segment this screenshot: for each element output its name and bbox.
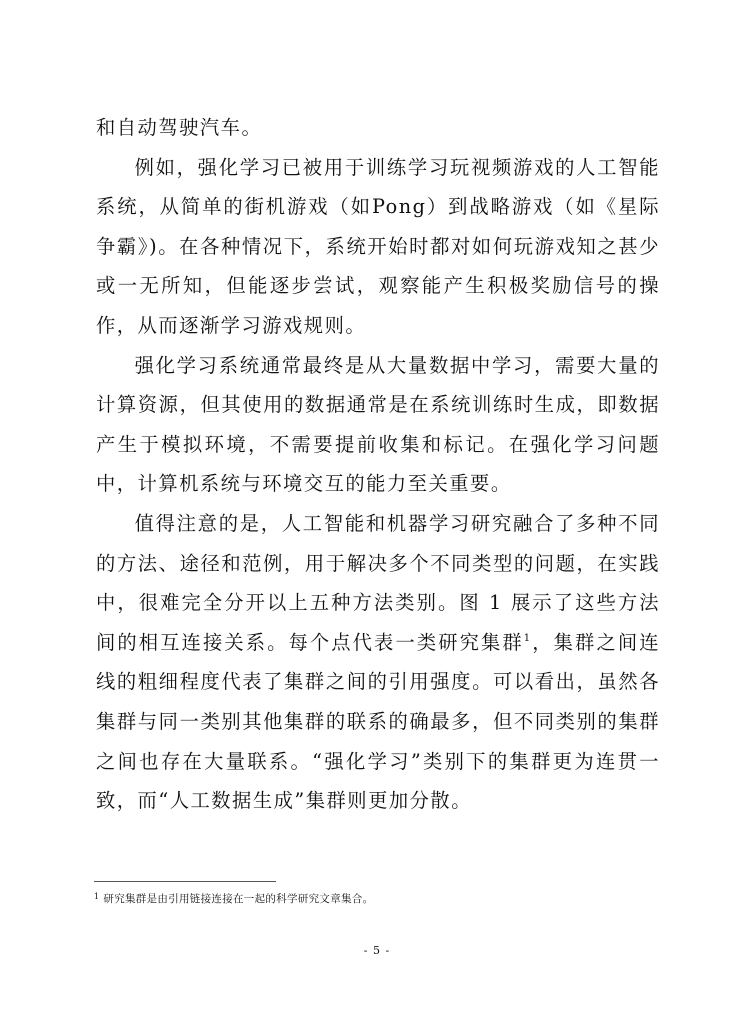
paragraph-4-text-b: ，集群之间连线的粗细程度代表了集群之间的引用强度。可以看出，虽然各集群与同一类别其他集群的联系的确最多，但不同类别的集群之间也存在大量联系。“强化学习”类别下的集群更为连贯一致，而“人工数据生成”集群则更加分散。 <box>96 630 661 813</box>
footnote-marker: 1 <box>94 892 100 901</box>
footnote <box>94 891 664 907</box>
paragraph-4 <box>96 504 660 821</box>
paragraph-3: 强化学习系统通常最终是从大量数据中学习，需要大量的计算资源，但其使用的数据通常是在系统训练时生成，即数据产生于模拟环境，不需要提前收集和标记。在强化学习问题中，计算机系统与环境交互的能力至关重要。 <box>96 353 660 496</box>
paragraph-4-text-a: 值得注意的是，人工智能和机器学习研究融合了多种不同的方法、途径和范例，用于解决多个不同类型的问题，在实践中，很难完全分开以上五种方法类别。图 1 展示了这些方法间的相互连接关系。每个点代表一类研究集群 <box>96 511 660 654</box>
footnote-text: 研究集群是由引用链接连接在一起的科学研究文章集合。 <box>103 893 374 905</box>
footnote-divider <box>94 881 276 882</box>
paragraph-2: 例如，强化学习已被用于训练学习玩视频游戏的人工智能系统，从简单的街机游戏（如Pong）到战略游戏（如《星际争霸》)。在各种情况下，系统开始时都对如何玩游戏知之甚少或一无所知，但能逐步尝试，观察能产生积极奖励信号的操作，从而逐渐学习游戏规则。 <box>96 155 660 337</box>
page-number: - 5 - <box>363 944 391 957</box>
footnote-reference[interactable]: 1 <box>523 632 532 644</box>
body-text <box>96 108 660 821</box>
paragraph-1: 和自动驾驶汽车。 <box>96 116 263 139</box>
